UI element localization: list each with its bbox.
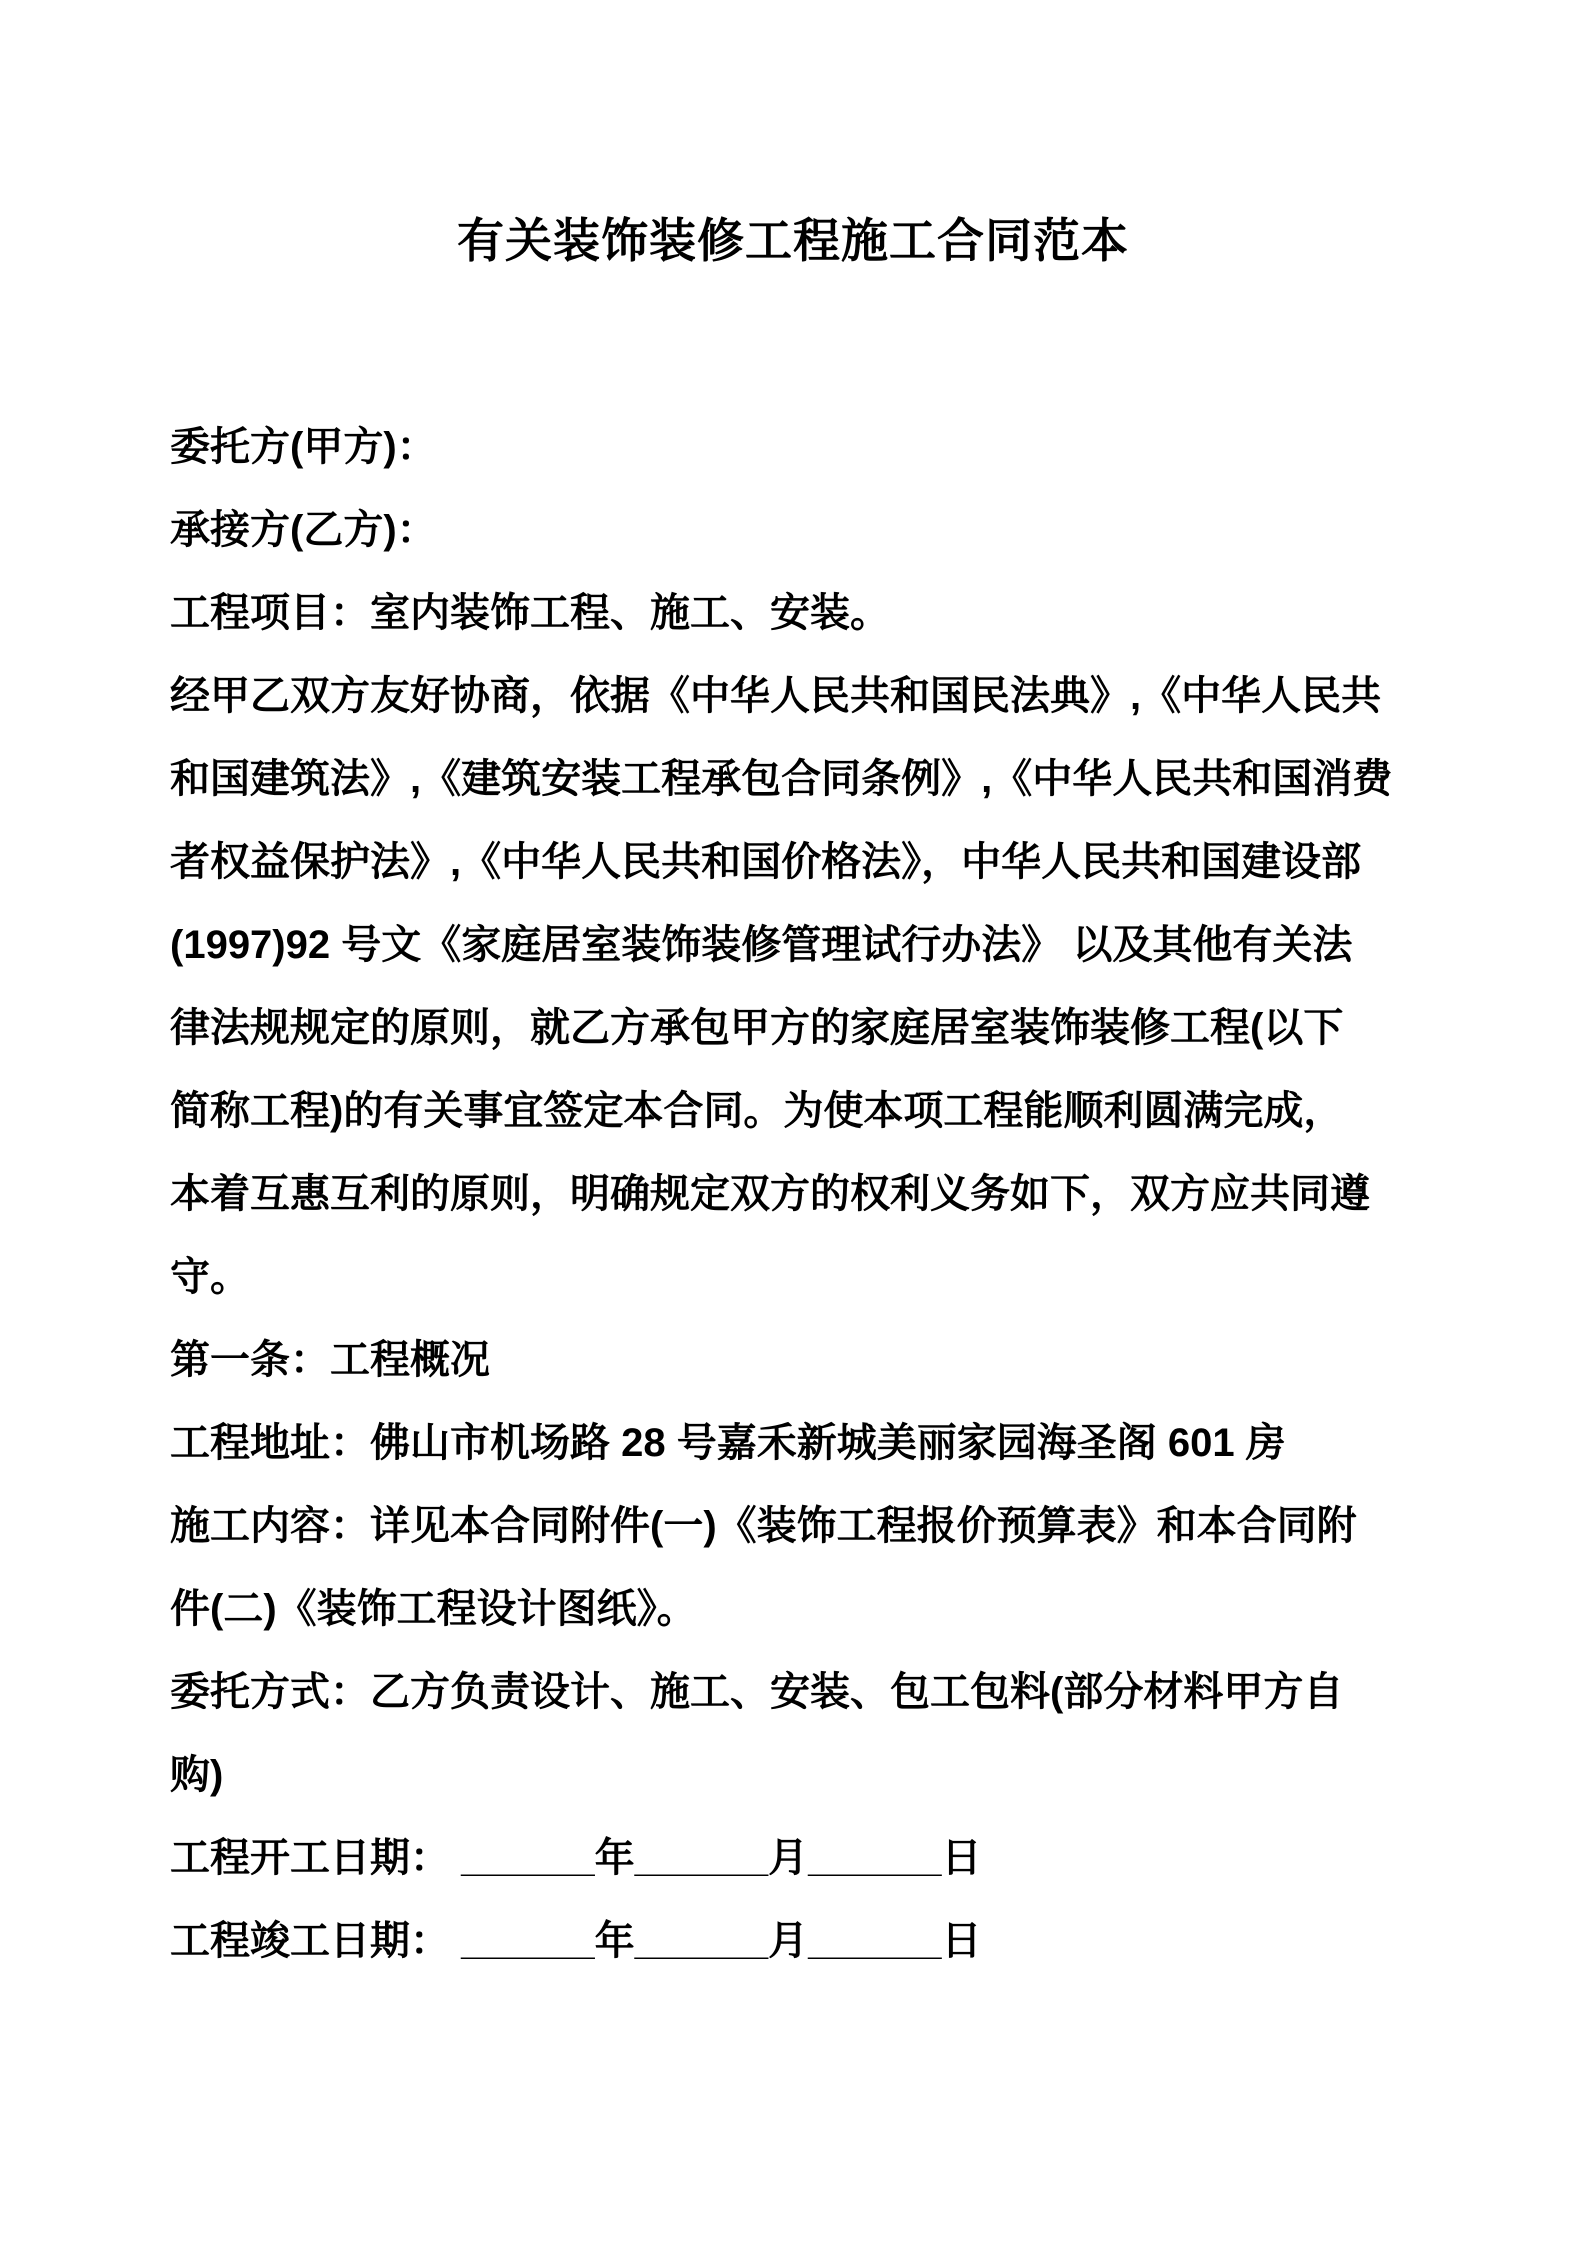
preamble-line-1: 经甲乙双方友好协商，依据《中华人民共和国民法典》,《中华人民共: [170, 673, 1382, 718]
document-title: 有关装饰装修工程施工合同范本: [457, 214, 1129, 267]
document-body: [170, 406, 1426, 1983]
preamble-line-2: 和国建筑法》,《建筑安装工程承包合同条例》,《中华人民共和国消费: [170, 756, 1393, 801]
completion-date-blank-line: 工程竣工日期： ______年______月______日: [170, 1918, 982, 1963]
preamble-line-8: 守。: [170, 1254, 250, 1299]
project-item-line: 工程项目：室内装饰工程、施工、安装。: [170, 590, 890, 635]
preamble-line-4: (1997)92 号文《家庭居室装饰装修管理试行办法》 以及其他有关法: [170, 922, 1353, 967]
construction-content-line-2: 件(二)《装饰工程设计图纸》。: [170, 1586, 697, 1631]
construction-content-line-1: 施工内容：详见本合同附件(一)《装饰工程报价预算表》和本合同附: [170, 1503, 1357, 1548]
party-a-line: 委托方(甲方)：: [170, 424, 437, 469]
preamble-line-6: 简称工程)的有关事宜签定本合同。为使本项工程能顺利圆满完成，: [170, 1088, 1344, 1133]
preamble-line-3: 者权益保护法》,《中华人民共和国价格法》，中华人民共和国建设部: [170, 839, 1362, 884]
project-address-line: 工程地址：佛山市机场路 28 号嘉禾新城美丽家园海圣阁 601 房: [170, 1420, 1286, 1465]
party-b-line: 承接方(乙方)：: [170, 507, 437, 552]
commission-mode-line-2: 购): [170, 1752, 224, 1797]
preamble-line-5: 律法规规定的原则，就乙方承包甲方的家庭居室装饰装修工程(以下: [170, 1005, 1344, 1050]
commission-mode-line-1: 委托方式：乙方负责设计、施工、安装、包工包料(部分材料甲方自: [170, 1669, 1344, 1714]
preamble-line-7: 本着互惠互利的原则，明确规定双方的权利义务如下，双方应共同遵: [170, 1171, 1370, 1216]
clause-1-heading: 第一条：工程概况: [170, 1337, 490, 1382]
start-date-blank-line: 工程开工日期： ______年______月______日: [170, 1835, 982, 1880]
